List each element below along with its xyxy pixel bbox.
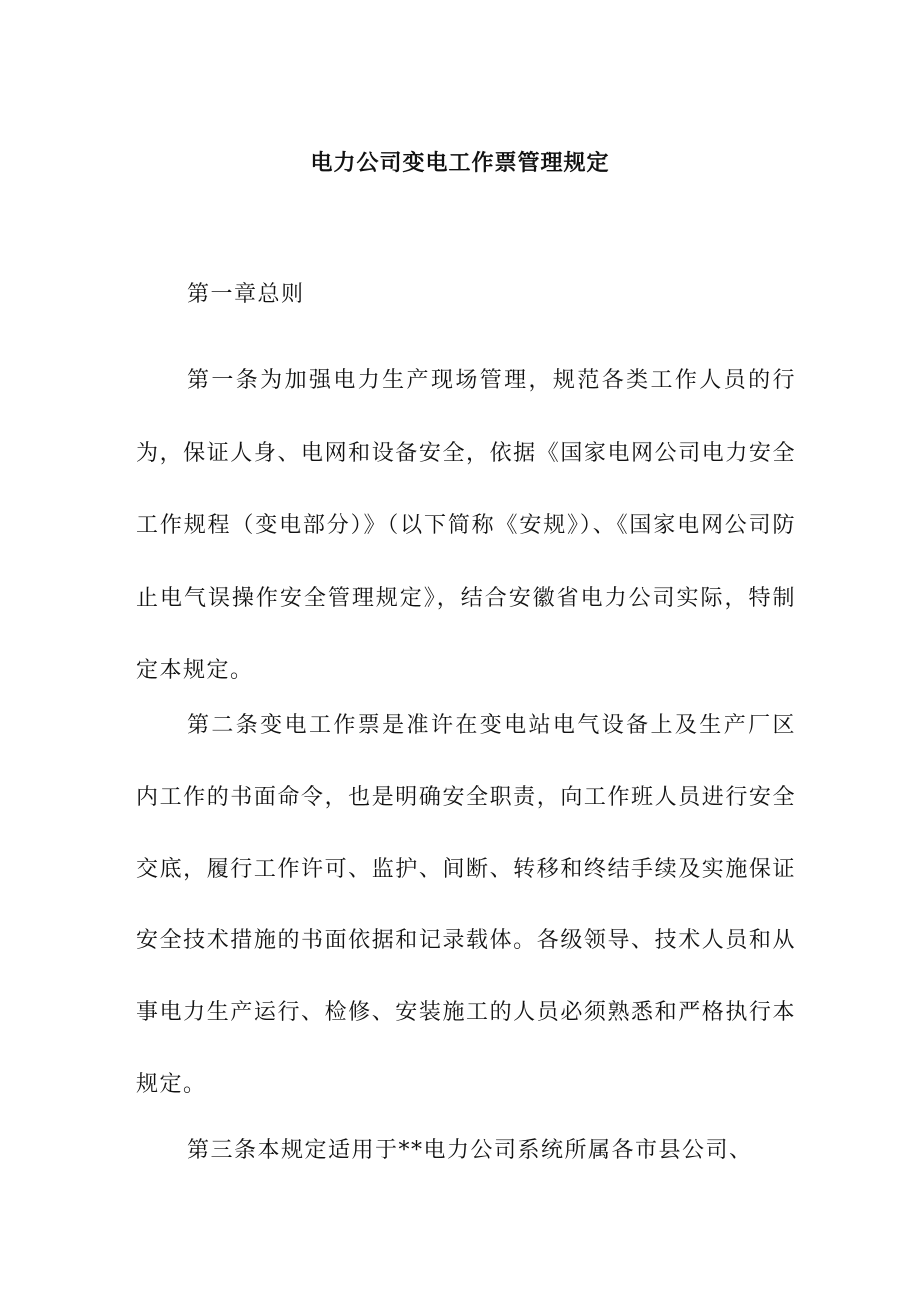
paragraph-article-2: 第二条变电工作票是准许在变电站电气设备上及生产厂区内工作的书面命令，也是明确安全职责，向工作班人员进行安全交底，履行工作许可、监护、间断、转移和终结手续及实施保证安全技术措施的书面依据和记录载体。各级领导、技术人员和从事电力生产运行、检修、安装施工的人员必须熟悉和严格执行本规定。 (136, 713, 796, 1097)
chapter-heading: 第一章总则 (187, 282, 305, 307)
paragraph-article-1: 第一条为加强电力生产现场管理，规范各类工作人员的行为，保证人身、电网和设备安全，依据《国家电网公司电力安全工作规程（变电部分）》（以下简称《安规》）、《国家电网公司防止电气误操作安全管理规定》，结合安徽省电力公司实际，特制定本规定。 (136, 368, 796, 684)
paragraph-article-3: 第三条本规定适用于**电力公司系统所属各市县公司、 (187, 1138, 753, 1163)
document-title: 电力公司变电工作票管理规定 (310, 150, 610, 176)
